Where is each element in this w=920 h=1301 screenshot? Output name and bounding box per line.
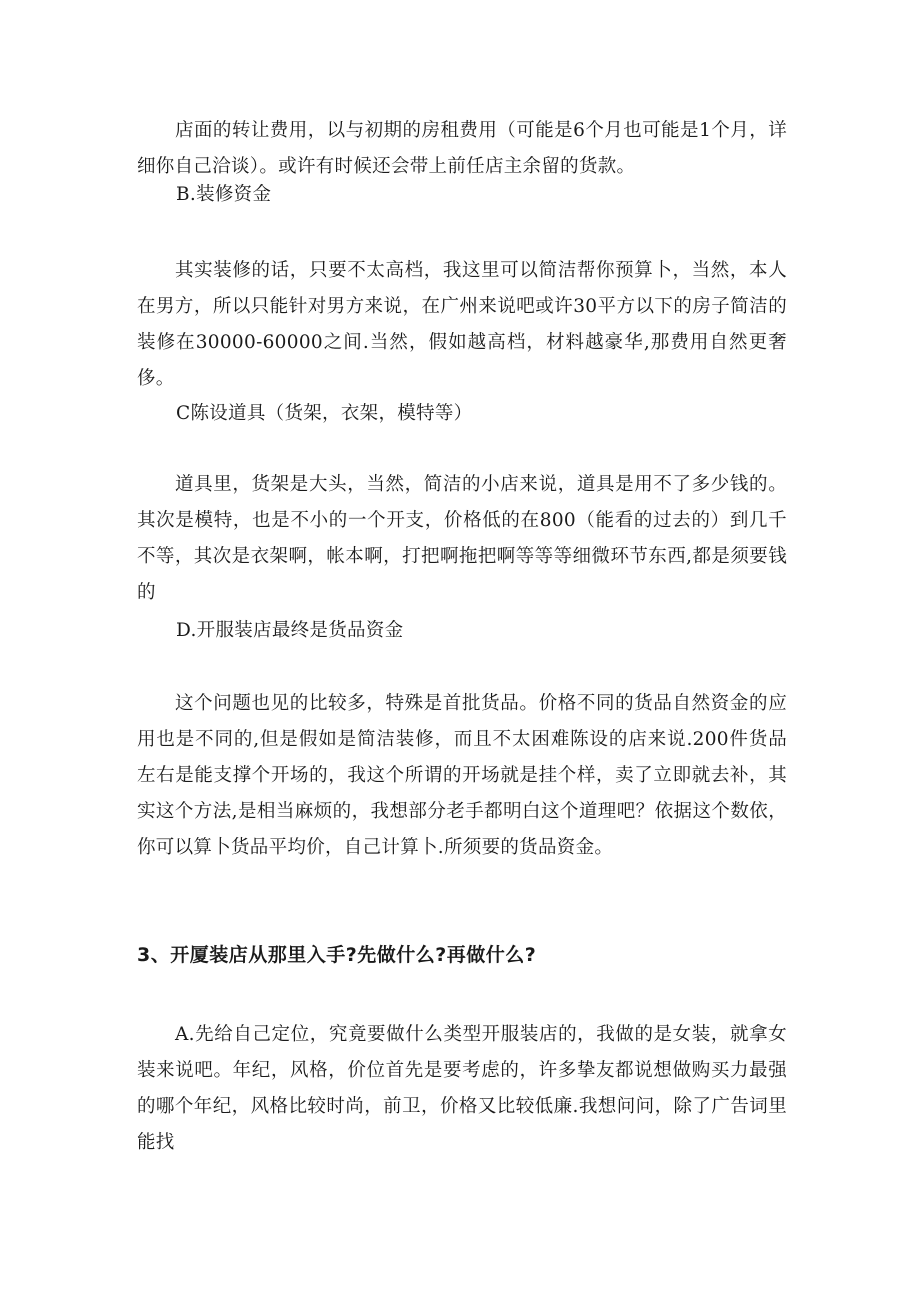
heading-c-display-props: C陈设道具（货架，衣架，模特等） xyxy=(176,403,473,424)
paragraph-goods: 这个问题也见的比较多，特殊是首批货品。价格不同的货品自然资金的应用也是不同的,但是假如是简洁装修，而且不太困难陈设的店来说.200件货品左右是能支撑个开场的，我这个所谓的开场就是挂个样，卖了立即就去补，其实这个方法,是相当麻烦的，我想部分老手都明白这个道理吧？依据这个数依，你可以算卜货品平均价，自己计算卜.所须要的货品资金。 xyxy=(137,693,787,858)
paragraph-positioning: A.先给自己定位，究竟要做什么类型开服装店的，我做的是女装，就拿女装来说吧。年纪，风格，价位首先是要考虑的，许多挚友都说想做购买力最强的哪个年纪，风格比较时尚，前卫，价格又比较低廉.我想问问，除了广告词里能找 xyxy=(137,1024,787,1153)
heading-b-renovation-funds: B.装修资金 xyxy=(176,184,272,205)
paragraph-transfer-fee: 店面的转让费用，以与初期的房租费用（可能是6个月也可能是1个月，详细你自己洽谈）。或许有时候还会带上前任店主余留的货款。 xyxy=(137,120,787,177)
heading-d-goods-funds: D.开服装店最终是货品资金 xyxy=(176,620,404,641)
paragraph-renovation: 其实装修的话，只要不太高档，我这里可以简洁帮你预算卜，当然，本人在男方，所以只能针对男方来说，在广州来说吧或许30平方以下的房子简洁的装修在30000-60000之间.当然，假如越高档，材料越豪华,那费用自然更奢侈。 xyxy=(137,260,787,389)
section-title-3: 3、开厦装店从那里入手?先做什么?再做什么? xyxy=(137,944,537,966)
paragraph-props: 道具里，货架是大头，当然，简洁的小店来说，道具是用不了多少钱的。其次是模特，也是不小的一个开支，价格低的在800（能看的过去的）到几千不等，其次是衣架啊，帐本啊，打把啊拖把啊等等等细微环节东西,都是须要钱的 xyxy=(137,474,787,603)
